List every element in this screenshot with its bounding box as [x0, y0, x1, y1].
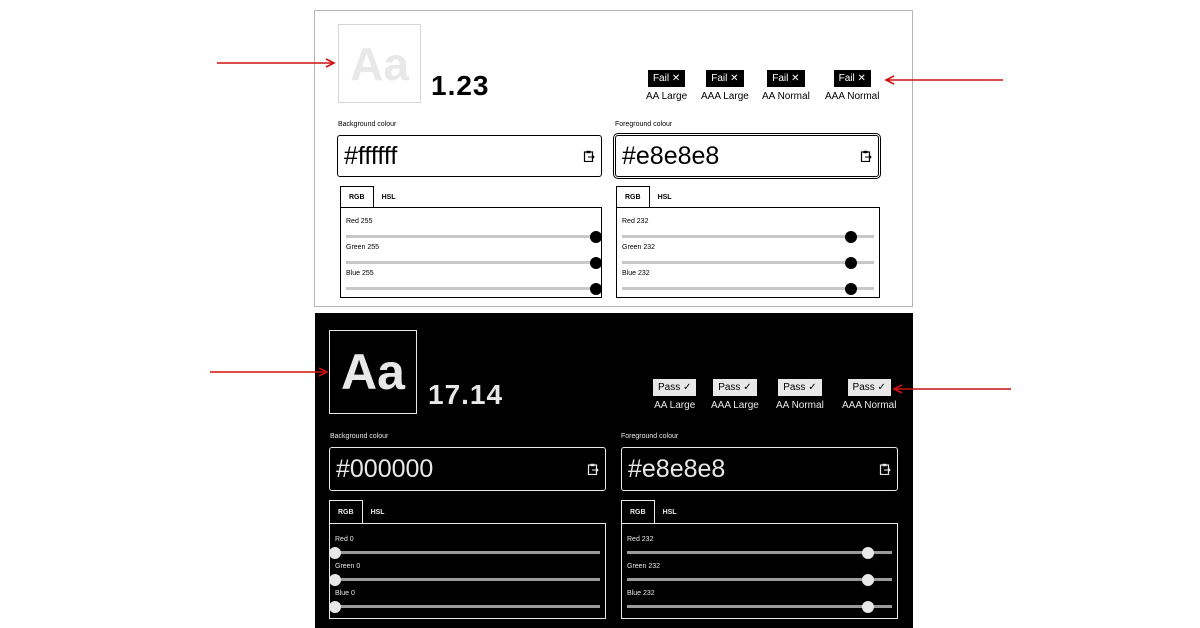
- slider-label: Green 232: [627, 563, 661, 570]
- slider-track[interactable]: [627, 551, 892, 554]
- tab-hsl[interactable]: HSL: [370, 508, 385, 516]
- slider-track[interactable]: [627, 578, 892, 581]
- slider-thumb[interactable]: [862, 574, 874, 586]
- slider-track[interactable]: [622, 235, 874, 238]
- arrow-left-icon: [888, 384, 1013, 394]
- slider-track[interactable]: [622, 287, 874, 290]
- slider-blue: [341, 270, 601, 294]
- slider-label: Green 255: [346, 244, 380, 251]
- slider-track[interactable]: [346, 287, 596, 290]
- status-badge: Pass ✓: [653, 379, 696, 396]
- slider-green: [341, 244, 601, 268]
- contrast-ratio: 1.23: [431, 70, 490, 101]
- foreground-rgb-sliders: [616, 207, 880, 298]
- badge-aa-normal: [776, 379, 824, 411]
- slider-label: Red 232: [622, 218, 649, 225]
- hex-value: #e8e8e8: [628, 454, 726, 483]
- badge-aaa-large: [701, 70, 749, 102]
- slider-label: Blue 232: [627, 590, 655, 597]
- slider-thumb[interactable]: [590, 257, 602, 269]
- slider-thumb[interactable]: [862, 601, 874, 613]
- slider-red: [617, 218, 879, 242]
- background-rgb-sliders: [340, 207, 602, 298]
- status-badge: Fail ✕: [834, 70, 871, 87]
- hex-value: #000000: [336, 454, 434, 483]
- paste-clipboard-icon[interactable]: [583, 150, 595, 162]
- badge-aa-normal: [762, 70, 810, 102]
- slider-thumb[interactable]: [590, 283, 602, 295]
- slider-label: Green 232: [622, 244, 656, 251]
- background-tabs: [340, 186, 404, 208]
- paste-clipboard-icon[interactable]: [879, 463, 891, 475]
- foreground-tabs: [616, 186, 680, 208]
- tab-hsl[interactable]: HSL: [381, 193, 396, 201]
- foreground-tabs: [621, 500, 685, 524]
- foreground-hex-input[interactable]: [621, 447, 898, 491]
- tab-hsl[interactable]: HSL: [662, 508, 677, 516]
- contrast-ratio: 17.14: [428, 379, 504, 410]
- slider-red: [341, 218, 601, 242]
- badge-label: AAA Large: [711, 400, 759, 411]
- tab-rgb[interactable]: RGB: [340, 186, 374, 208]
- slider-thumb[interactable]: [329, 547, 341, 559]
- light-theme-panel: [314, 10, 913, 307]
- text-preview-swatch: Aa: [329, 330, 417, 414]
- badge-label: AAA Normal: [825, 91, 880, 102]
- arrow-right-icon: [215, 58, 340, 68]
- slider-red: [622, 536, 897, 562]
- slider-green: [330, 563, 605, 589]
- status-badge: Pass ✓: [713, 379, 756, 396]
- slider-track[interactable]: [346, 261, 596, 264]
- tab-hsl[interactable]: HSL: [657, 193, 672, 201]
- slider-red: [330, 536, 605, 562]
- slider-label: Blue 0: [335, 590, 355, 597]
- status-badge: Pass ✓: [778, 379, 821, 396]
- background-colour-label: Background colour: [330, 433, 389, 440]
- tab-rgb[interactable]: RGB: [616, 186, 650, 208]
- badge-label: AA Large: [654, 400, 696, 411]
- hex-value: #ffffff: [344, 141, 398, 170]
- text-preview-swatch: Aa: [338, 24, 421, 103]
- arrow-right-icon: [208, 367, 333, 377]
- tab-rgb[interactable]: RGB: [329, 500, 363, 524]
- foreground-rgb-sliders: [621, 523, 898, 619]
- dark-theme-panel: [315, 313, 913, 628]
- tab-rgb[interactable]: RGB: [621, 500, 655, 524]
- arrow-left-icon: [880, 75, 1005, 85]
- background-hex-input[interactable]: [337, 135, 602, 177]
- badge-label: AAA Normal: [842, 400, 897, 411]
- slider-thumb[interactable]: [845, 231, 857, 243]
- badge-aa-large: [653, 379, 696, 411]
- slider-track[interactable]: [335, 578, 600, 581]
- status-badge: Fail ✕: [648, 70, 685, 87]
- background-rgb-sliders: [329, 523, 606, 619]
- slider-label: Red 232: [627, 536, 654, 543]
- slider-label: Red 255: [346, 218, 373, 225]
- slider-blue: [622, 590, 897, 616]
- background-hex-input[interactable]: [329, 447, 606, 491]
- slider-label: Blue 232: [622, 270, 650, 277]
- slider-thumb[interactable]: [845, 283, 857, 295]
- foreground-colour-label: Foreground colour: [621, 433, 679, 440]
- status-badge: Fail ✕: [767, 70, 804, 87]
- badge-label: AAA Large: [701, 91, 749, 102]
- slider-track[interactable]: [335, 605, 600, 608]
- slider-thumb[interactable]: [329, 574, 341, 586]
- slider-track[interactable]: [335, 551, 600, 554]
- paste-clipboard-icon[interactable]: [587, 463, 599, 475]
- slider-blue: [617, 270, 879, 294]
- status-badge: Fail ✕: [706, 70, 743, 87]
- slider-thumb[interactable]: [845, 257, 857, 269]
- foreground-hex-input[interactable]: [615, 135, 879, 177]
- badge-label: AA Normal: [762, 91, 810, 102]
- slider-green: [622, 563, 897, 589]
- slider-thumb[interactable]: [590, 231, 602, 243]
- slider-track[interactable]: [627, 605, 892, 608]
- badge-aaa-normal: [825, 70, 879, 102]
- badge-label: AA Normal: [776, 400, 824, 411]
- background-tabs: [329, 500, 393, 524]
- slider-blue: [330, 590, 605, 616]
- slider-green: [617, 244, 879, 268]
- background-colour-label: Background colour: [338, 121, 397, 128]
- foreground-colour-label: Foreground colour: [615, 121, 673, 128]
- slider-label: Green 0: [335, 563, 361, 570]
- badge-aaa-large: [711, 379, 759, 411]
- slider-track[interactable]: [622, 261, 874, 264]
- slider-thumb[interactable]: [862, 547, 874, 559]
- badge-aa-large: [646, 70, 687, 102]
- slider-track[interactable]: [346, 235, 596, 238]
- slider-label: Blue 255: [346, 270, 374, 277]
- slider-thumb[interactable]: [329, 601, 341, 613]
- paste-clipboard-icon[interactable]: [860, 150, 872, 162]
- badge-label: AA Large: [646, 91, 688, 102]
- slider-label: Red 0: [335, 536, 354, 543]
- status-badge: Pass ✓: [848, 379, 891, 396]
- hex-value: #e8e8e8: [622, 141, 720, 170]
